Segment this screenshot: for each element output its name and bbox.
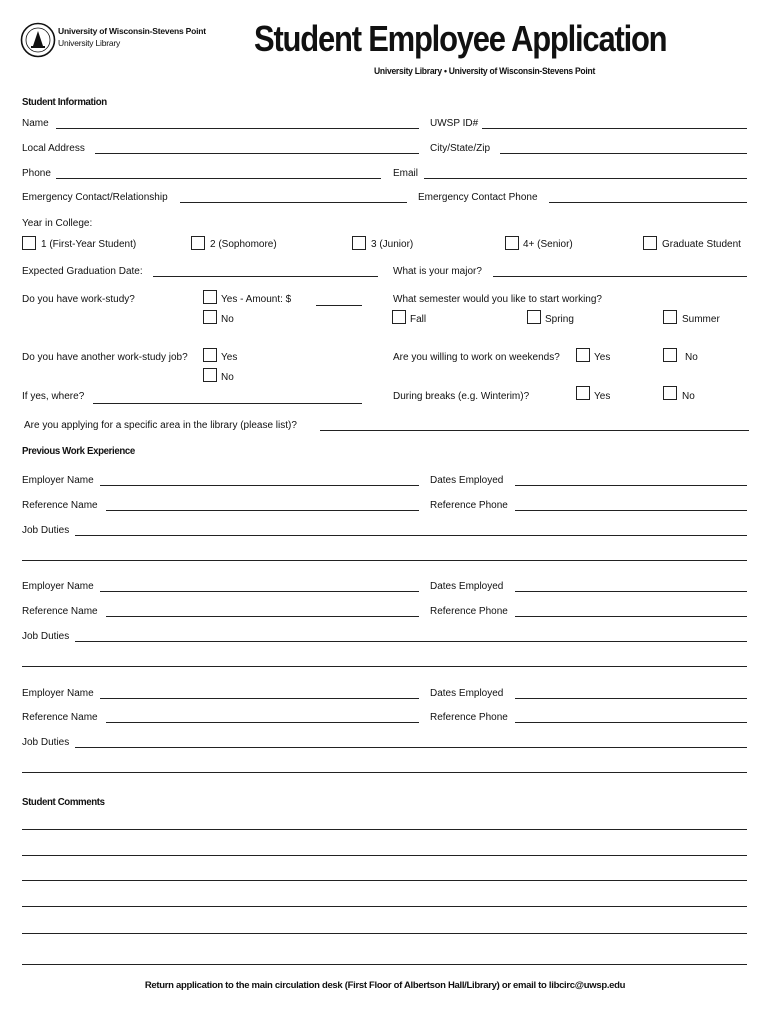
- other-job-label: Do you have another work-study job?: [22, 352, 188, 363]
- reference-phone-label: Reference Phone: [430, 712, 508, 723]
- uwsp-id-label: UWSP ID#: [430, 118, 479, 129]
- local-address-label: Local Address: [22, 143, 85, 154]
- weekends-no-label: No: [685, 352, 698, 363]
- job-duties-field-2-line-2[interactable]: [22, 666, 747, 667]
- job-duties-field-1[interactable]: [75, 535, 747, 536]
- graduation-date-field[interactable]: [153, 276, 378, 277]
- uwsp-seal-logo: [20, 22, 56, 58]
- major-label: What is your major?: [393, 266, 482, 277]
- reference-phone-field-1[interactable]: [515, 510, 747, 511]
- semester-fall-label: Fall: [410, 314, 427, 325]
- semester-summer-label: Summer: [682, 314, 720, 325]
- comments-line-3[interactable]: [22, 880, 747, 881]
- emergency-phone-label: Emergency Contact Phone: [418, 192, 538, 203]
- footer-return-instructions: Return application to the main circulation desk (First Floor of Albertson Hall/Library) or email to libcirc@uwsp.edu: [144, 980, 626, 991]
- job-duties-field-1-line-2[interactable]: [22, 560, 747, 561]
- employer-name-field-1[interactable]: [100, 485, 419, 486]
- reference-name-field-2[interactable]: [106, 616, 419, 617]
- reference-name-label: Reference Name: [22, 712, 98, 723]
- reference-phone-label: Reference Phone: [430, 606, 508, 617]
- reference-name-field-3[interactable]: [106, 722, 419, 723]
- job-duties-field-3-line-2[interactable]: [22, 772, 747, 773]
- year-in-college-label: Year in College:: [22, 218, 93, 229]
- comments-line-2[interactable]: [22, 855, 747, 856]
- semester-spring-checkbox[interactable]: [527, 310, 541, 324]
- employer-name-label: Employer Name: [22, 581, 94, 592]
- semester-spring-label: Spring: [545, 314, 574, 325]
- uwsp-id-field[interactable]: [482, 128, 747, 129]
- semester-summer-checkbox[interactable]: [663, 310, 677, 324]
- year-option-label: 3 (Junior): [371, 239, 414, 250]
- phone-label: Phone: [22, 168, 51, 179]
- reference-phone-label: Reference Phone: [430, 500, 508, 511]
- other-job-yes-label: Yes: [221, 352, 238, 363]
- comments-line-4[interactable]: [22, 906, 747, 907]
- breaks-no-checkbox[interactable]: [663, 386, 677, 400]
- weekends-no-checkbox[interactable]: [663, 348, 677, 362]
- dates-employed-field-3[interactable]: [515, 698, 747, 699]
- other-job-where-label: If yes, where?: [22, 391, 85, 402]
- emergency-contact-label: Emergency Contact/Relationship: [22, 192, 168, 203]
- year-checkbox-1[interactable]: [22, 236, 36, 250]
- name-field[interactable]: [56, 128, 419, 129]
- dates-employed-field-1[interactable]: [515, 485, 747, 486]
- dates-employed-label: Dates Employed: [430, 688, 504, 699]
- other-job-no-label: No: [221, 372, 234, 383]
- reference-phone-field-3[interactable]: [515, 722, 747, 723]
- job-duties-label: Job Duties: [22, 737, 70, 748]
- section-heading-student-information: Student Information: [22, 96, 107, 108]
- city-state-zip-label: City/State/Zip: [430, 143, 491, 154]
- breaks-yes-checkbox[interactable]: [576, 386, 590, 400]
- breaks-yes-label: Yes: [594, 391, 611, 402]
- other-job-no-checkbox[interactable]: [203, 368, 217, 382]
- year-checkbox-3[interactable]: [352, 236, 366, 250]
- start-semester-label: What semester would you like to start working?: [393, 294, 602, 305]
- workstudy-yes-checkbox[interactable]: [203, 290, 217, 304]
- year-option-label: Graduate Student: [662, 239, 741, 250]
- breaks-no-label: No: [682, 391, 695, 402]
- year-option-label: 4+ (Senior): [523, 239, 573, 250]
- year-option-label: 1 (First-Year Student): [41, 239, 137, 250]
- local-address-field[interactable]: [95, 153, 419, 154]
- weekends-yes-label: Yes: [594, 352, 611, 363]
- dates-employed-field-2[interactable]: [515, 591, 747, 592]
- job-duties-field-2[interactable]: [75, 641, 747, 642]
- year-checkbox-graduate[interactable]: [643, 236, 657, 250]
- employer-name-label: Employer Name: [22, 475, 94, 486]
- year-option-label: 2 (Sophomore): [210, 239, 277, 250]
- reference-name-label: Reference Name: [22, 606, 98, 617]
- emergency-contact-field[interactable]: [180, 202, 407, 203]
- other-job-where-field[interactable]: [93, 403, 362, 404]
- logo-line-university: University of Wisconsin-Stevens Point: [58, 26, 206, 36]
- job-duties-label: Job Duties: [22, 631, 70, 642]
- emergency-phone-field[interactable]: [549, 202, 747, 203]
- specific-area-field[interactable]: [320, 430, 749, 431]
- employer-name-field-2[interactable]: [100, 591, 419, 592]
- email-field[interactable]: [424, 178, 747, 179]
- employer-name-field-3[interactable]: [100, 698, 419, 699]
- reference-phone-field-2[interactable]: [515, 616, 747, 617]
- semester-fall-checkbox[interactable]: [392, 310, 406, 324]
- other-job-yes-checkbox[interactable]: [203, 348, 217, 362]
- workstudy-yes-label: Yes - Amount: $: [221, 294, 292, 305]
- employer-name-label: Employer Name: [22, 688, 94, 699]
- year-checkbox-2[interactable]: [191, 236, 205, 250]
- page-title: Student Employee Application: [254, 18, 667, 59]
- email-label: Email: [393, 168, 419, 179]
- year-checkbox-4[interactable]: [505, 236, 519, 250]
- section-heading-student-comments: Student Comments: [22, 796, 105, 808]
- reference-name-field-1[interactable]: [106, 510, 419, 511]
- logo-line-library: University Library: [58, 38, 121, 48]
- major-field[interactable]: [493, 276, 747, 277]
- page-subtitle: University Library • University of Wisconsin-Stevens Point: [374, 66, 596, 77]
- comments-line-6[interactable]: [22, 964, 747, 965]
- weekends-yes-checkbox[interactable]: [576, 348, 590, 362]
- section-heading-work-experience: Previous Work Experience: [22, 445, 135, 457]
- specific-area-label: Are you applying for a specific area in the library (please list)?: [24, 420, 297, 431]
- workstudy-label: Do you have work-study?: [22, 294, 135, 305]
- weekends-label: Are you willing to work on weekends?: [393, 352, 560, 363]
- city-state-zip-field[interactable]: [500, 153, 747, 154]
- comments-line-5[interactable]: [22, 933, 747, 934]
- graduation-date-label: Expected Graduation Date:: [22, 266, 143, 277]
- dates-employed-label: Dates Employed: [430, 581, 504, 592]
- workstudy-amount-field[interactable]: [316, 305, 362, 306]
- comments-line-1[interactable]: [22, 829, 747, 830]
- name-label: Name: [22, 118, 49, 129]
- job-duties-label: Job Duties: [22, 525, 70, 536]
- breaks-label: During breaks (e.g. Winterim)?: [393, 391, 530, 402]
- phone-field[interactable]: [56, 178, 381, 179]
- reference-name-label: Reference Name: [22, 500, 98, 511]
- workstudy-no-label: No: [221, 314, 234, 325]
- dates-employed-label: Dates Employed: [430, 475, 504, 486]
- job-duties-field-3[interactable]: [75, 747, 747, 748]
- workstudy-no-checkbox[interactable]: [203, 310, 217, 324]
